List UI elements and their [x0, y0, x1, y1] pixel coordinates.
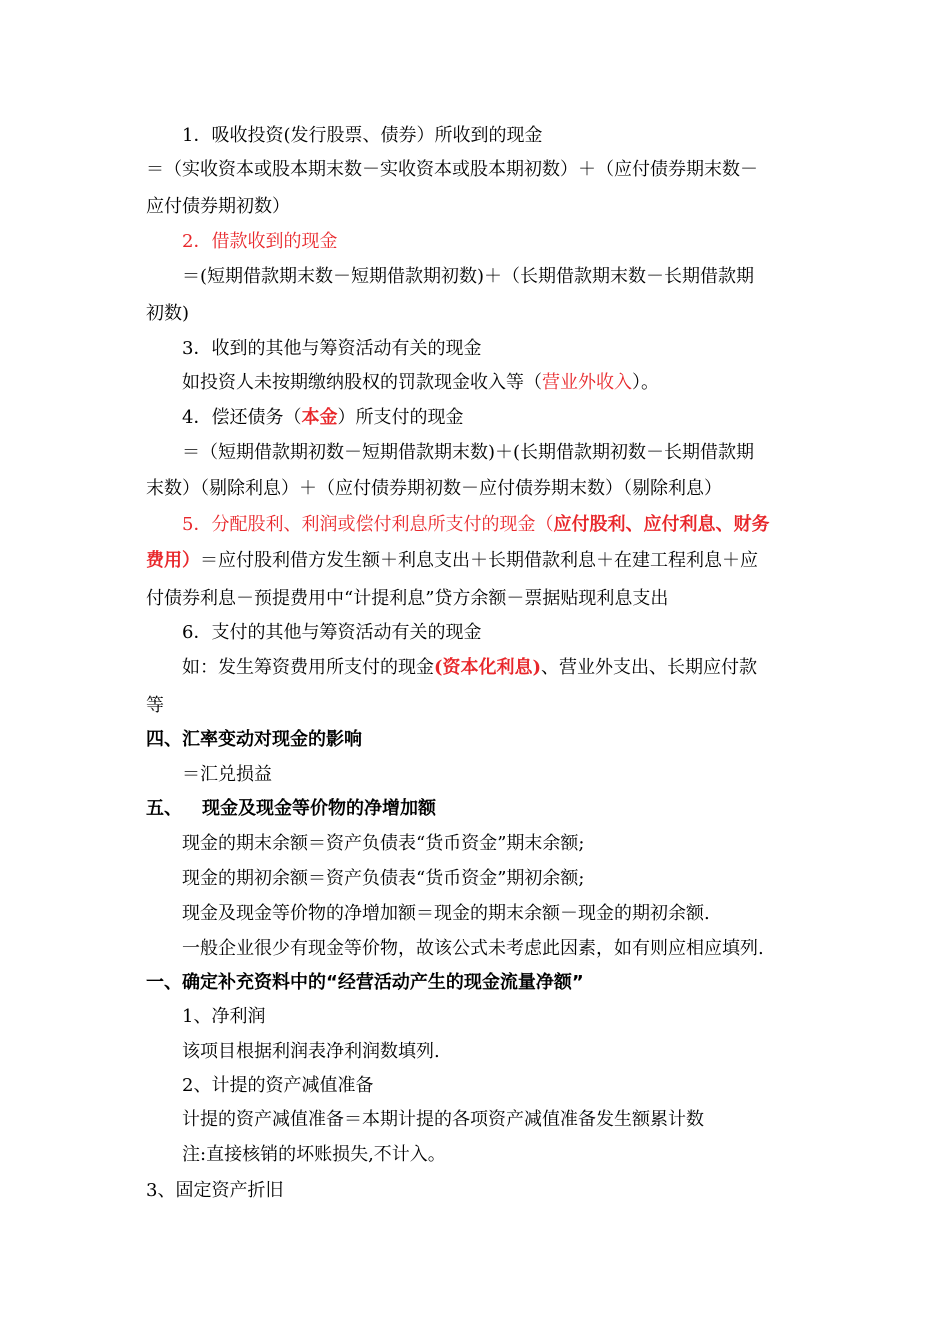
- item-4-formula-line-1: ＝（短期借款期初数－短期借款期末数)＋(长期借款期初数－长期借款期: [182, 442, 755, 463]
- section-5-line-3: 现金及现金等价物的净增加额＝现金的期末余额－现金的期初余额.: [182, 903, 710, 924]
- item-3-note: [182, 371, 659, 395]
- section-5-heading-number: 五、: [146, 798, 182, 819]
- section-1-item-1-text: 该项目根据利润表净利润数填列.: [182, 1041, 440, 1062]
- item-4-title: [182, 406, 463, 430]
- item-6-note-line-2: 等: [146, 695, 164, 716]
- item-6-note-text: 如：发生筹资费用所支付的现金: [182, 657, 434, 678]
- section-5-heading-title: 现金及现金等价物的净增加额: [202, 798, 436, 819]
- item-5-highlight-end: 费用）: [146, 550, 200, 571]
- item-2-formula-line-1: ＝(短期借款期末数－短期借款期初数)＋（长期借款期末数－长期借款期: [182, 266, 755, 287]
- section-1-item-2-note: 注:直接核销的坏账损失,不计入。: [182, 1144, 446, 1165]
- item-5-formula-text: ＝应付股利借方发生额＋利息支出＋长期借款利息＋在建工程利息＋应: [200, 550, 758, 571]
- section-5-line-1: 现金的期末余额＝资产负债表“货币资金”期末余额;: [182, 833, 585, 854]
- item-6-note-line-1: [182, 656, 757, 680]
- item-3-note-text: 如投资人未按期缴纳股权的罚款现金收入等（: [182, 372, 542, 393]
- item-6-note-highlight: (资本化利息): [434, 657, 542, 678]
- item-4-title-start: 4．偿还债务（: [182, 407, 302, 428]
- item-1-formula-line-2: 应付债券期初数）: [146, 196, 290, 217]
- item-3-note-end: ）。: [632, 372, 659, 393]
- item-1-formula-line-1: ＝（实收资本或股本期末数－实收资本或股本期初数）＋（应付债券期末数－: [146, 159, 758, 180]
- section-4-heading: 四、汇率变动对现金的影响: [146, 729, 362, 750]
- item-1-title: 1．吸收投资(发行股票、债券）所收到的现金: [182, 125, 543, 146]
- item-5-formula-line-2: 付债券利息－预提费用中“计提利息”贷方余额－票据贴现利息支出: [146, 588, 669, 609]
- item-5-title: [182, 513, 769, 537]
- section-4-formula: ＝汇兑损益: [182, 764, 272, 785]
- item-4-title-end: ）所支付的现金: [337, 407, 464, 428]
- item-3-title: 3．收到的其他与筹资活动有关的现金: [182, 338, 482, 359]
- section-5-line-2: 现金的期初余额＝资产负债表“货币资金”期初余额;: [182, 868, 585, 889]
- section-1-item-2-title: 2、计提的资产减值准备: [182, 1075, 374, 1096]
- section-1-item-3-title: 3、固定资产折旧: [146, 1180, 284, 1201]
- item-4-formula-line-2: 末数）（剔除利息）＋（应付债券期初数－应付债券期末数）（剔除利息）: [146, 478, 722, 499]
- item-5-title-highlight: 应付股利、应付利息、财务: [553, 514, 770, 535]
- item-6-note-end: 、营业外支出、长期应付款: [541, 657, 758, 678]
- item-5-title-text: 5．分配股利、利润或偿付利息所支付的现金（: [182, 514, 554, 535]
- section-1-item-1-title: 1、净利润: [182, 1006, 266, 1027]
- item-6-title: 6．支付的其他与筹资活动有关的现金: [182, 622, 482, 643]
- section-5-line-4: 一般企业很少有现金等价物，故该公式未考虑此因素，如有则应相应填列.: [182, 938, 764, 959]
- section-1-item-2-text: 计提的资产减值准备＝本期计提的各项资产减值准备发生额累计数: [182, 1109, 704, 1130]
- section-5-heading: [146, 797, 436, 821]
- section-1-heading: 一、确定补充资料中的“经营活动产生的现金流量净额”: [146, 972, 584, 993]
- item-5-formula-line-1: [146, 549, 758, 573]
- item-3-note-highlight: 营业外收入: [542, 372, 632, 393]
- item-4-title-highlight: 本金: [301, 407, 338, 428]
- item-2-formula-line-2: 初数): [146, 303, 190, 324]
- item-2-title: 2．借款收到的现金: [182, 231, 338, 252]
